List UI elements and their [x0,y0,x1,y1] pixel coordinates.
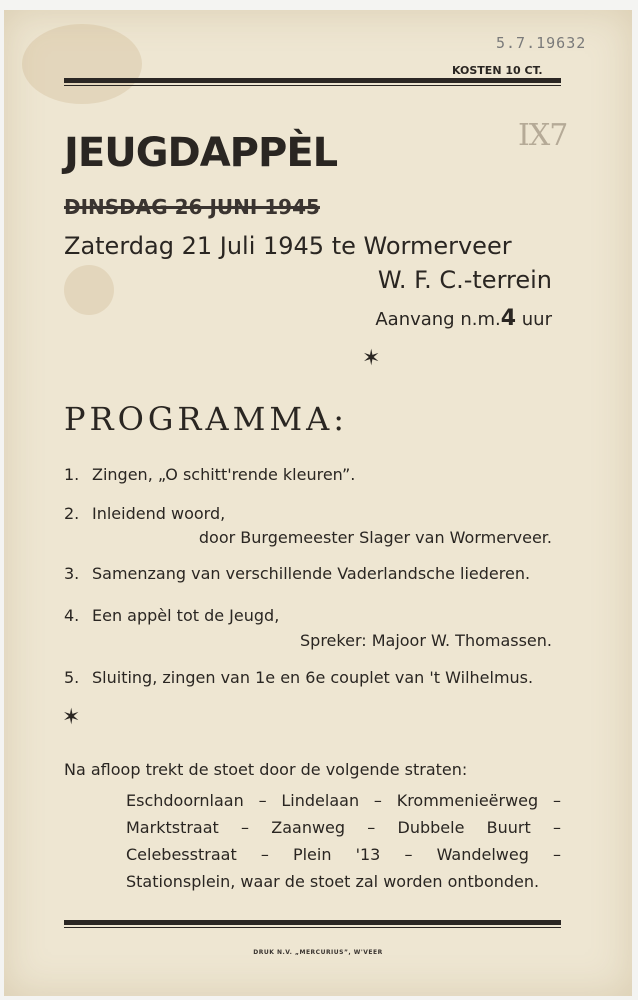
item-number: 1. [64,465,80,484]
procession-route: Eschdoornlaan – Lindelaan – Krommenieërweg – Marktstraat – Zaanweg – Dubbele Buurt – Celebesstraat – Plein '13 – Wandelweg – Stationsplein, waar de stoet zal worden ontbonden. [126,791,561,891]
item-text: Inleidend woord, [92,504,226,523]
paper-stain [64,265,114,315]
paper-stain [22,24,142,104]
programme-item [64,668,533,687]
item-text: Sluiting, zingen van 1e en 6e couplet van 't Wilhelmus. [92,668,534,687]
programme-item-detail: door Burgemeester Slager van Wormerveer. [198,528,552,547]
event-start-time [375,306,552,331]
procession-intro: Na afloop trekt de stoet door de volgende straten: [64,760,468,779]
bottom-double-rule [64,920,561,928]
item-text: Zingen, „O schitt'rende kleuren”. [92,465,356,484]
programme-item [64,564,530,583]
start-time-suffix: uur [516,309,552,330]
item-number: 3. [64,564,80,583]
start-time-prefix: Aanvang n.m. [375,309,501,330]
archive-stamp: IX7 [518,118,568,153]
top-double-rule [64,78,561,86]
start-time-hour: 4 [500,306,517,331]
star-ornament-icon: ✶ [62,705,81,730]
programme-heading: PROGRAMMA: [64,400,349,438]
price-label: KOSTEN 10 CT. [452,64,543,77]
cancelled-date: DINSDAG 26 JUNI 1945 [64,195,320,219]
item-text: Een appèl tot de Jeugd, [92,606,280,625]
star-ornament-icon: ✶ [362,346,381,371]
programme-item [64,465,355,484]
event-venue: W. F. C.-terrein [377,266,552,294]
programme-item-detail: Spreker: Majoor W. Thomassen. [300,631,552,650]
item-text: Samenzang van verschillende Vaderlandsche liederen. [92,564,531,583]
printer-imprint: DRUK N.V. „MERCURIUS”, W'VEER [253,949,383,956]
item-number: 4. [64,606,80,625]
programme-item [64,606,279,625]
event-date-location: Zaterdag 21 Juli 1945 te Wormerveer [64,232,512,260]
flyer-sheet [4,10,632,996]
pencil-reference-number: 5.7.19632 [496,34,587,52]
item-number: 5. [64,668,80,687]
programme-item [64,504,225,523]
item-number: 2. [64,504,80,523]
flyer-title: JEUGDAPPÈL [64,130,338,176]
